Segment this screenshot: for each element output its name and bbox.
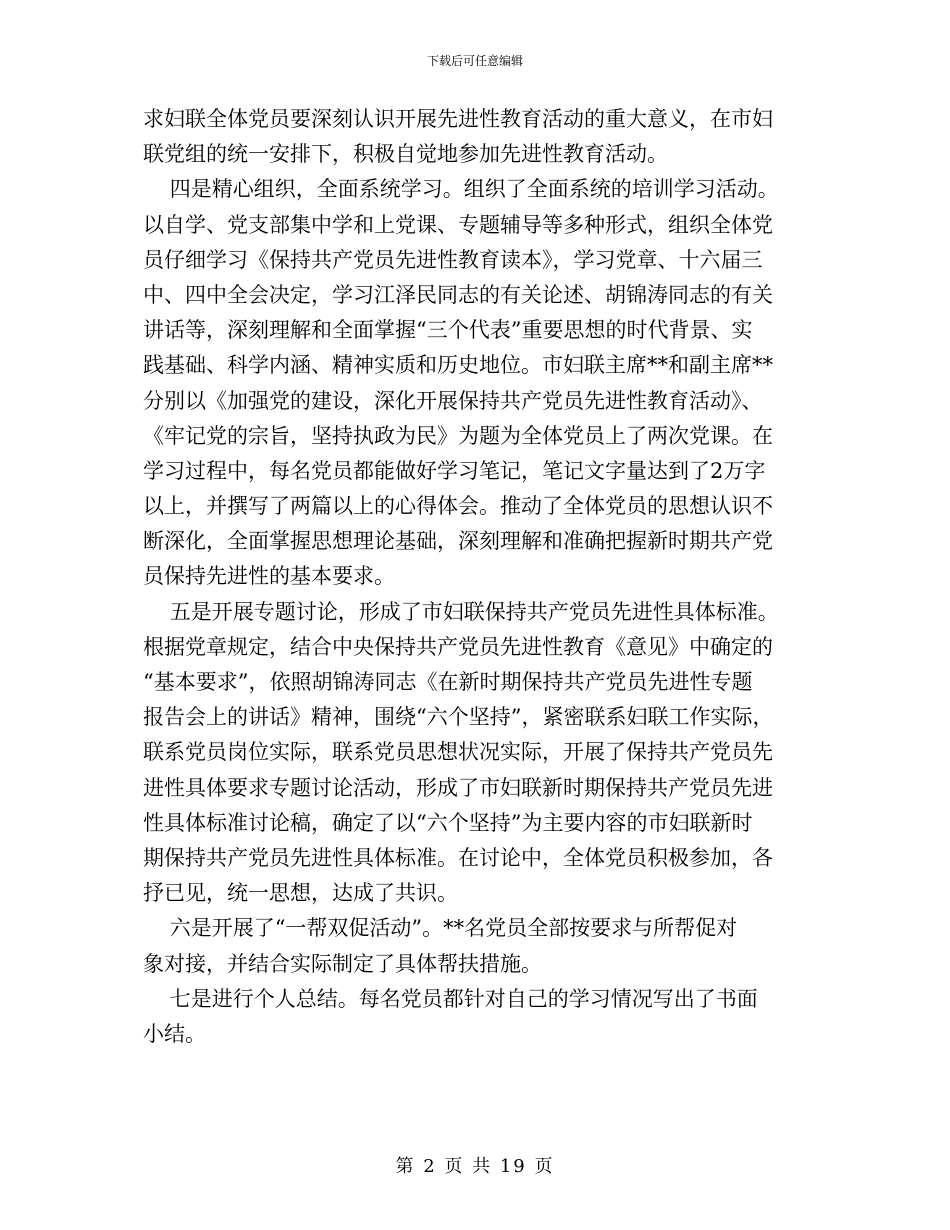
document-body: [143, 102, 811, 1052]
body-line: 求妇联全体党员要深刻认识开展先进性教育活动的重大意义，在市妇: [143, 107, 773, 131]
body-line: 性具体标准讨论稿，确定了以“六个坚持”为主要内容的市妇联新时: [143, 810, 753, 835]
body-line: 根据党章规定，结合中央保持共产党员先进性教育《意见》中确定的: [143, 634, 773, 659]
body-line: 联系党员岗位实际，联系党员思想状况实际，开展了保持共产党员先: [143, 740, 773, 765]
body-line: 断深化，全面掌握思想理论基础，深刻理解和准确把握新时期共产党: [143, 529, 773, 554]
body-line: 小结。: [143, 1021, 206, 1046]
body-line: 四是精心组织，全面系统学习。组织了全面系统的培训学习活动。: [143, 177, 779, 202]
body-line: 中、四中全会决定，学习江泽民同志的有关论述、胡锦涛同志的有关: [143, 282, 773, 307]
body-line: 联党组的统一安排下，积极自觉地参加先进性教育活动。: [143, 142, 668, 167]
body-line: 讲话等，深刻理解和全面掌握“三个代表”重要思想的时代背景、实: [143, 318, 753, 343]
body-line: 进性具体要求专题讨论活动，形成了市妇联新时期保持共产党员先进: [143, 775, 773, 800]
body-line: 员保持先进性的基本要求。: [143, 564, 395, 589]
body-line: 期保持共产党员先进性具体标准。在讨论中，全体党员积极参加，各: [143, 845, 773, 870]
body-line: 抒已见，统一思想，达成了共识。: [143, 881, 458, 906]
body-line: 六是开展了“一帮双促活动”。**名党员全部按要求与所帮促对: [143, 916, 738, 941]
body-line: 五是开展专题讨论，形成了市妇联保持共产党员先进性具体标准。: [143, 599, 779, 624]
body-line: “基本要求”，依照胡锦涛同志《在新时期保持共产党员先进性专题: [143, 670, 753, 694]
body-line: 七是进行个人总结。每名党员都针对自己的学习情况写出了书面: [143, 986, 758, 1011]
body-line: 《牢记党的宗旨，坚持执政为民》为题为全体党员上了两次党课。在: [143, 423, 773, 448]
body-line: 象对接，并结合实际制定了具体帮扶措施。: [143, 951, 542, 976]
body-line: 以自学、党支部集中学和上党课、专题辅导等多种形式，组织全体党: [143, 212, 773, 237]
page-footer: 第 2 页 共 19 页: [395, 1156, 555, 1177]
body-line: 报告会上的讲话》精神，围绕“六个坚持”，紧密联系妇联工作实际，: [143, 705, 774, 730]
body-line: 学习过程中，每名党员都能做好学习笔记，笔记文字量达到了2万字: [143, 458, 766, 483]
body-line: 践基础、科学内涵、精神实质和历史地位。市妇联主席**和副主席**: [143, 353, 773, 378]
body-line: 以上，并撰写了两篇以上的心得体会。推动了全体党员的思想认识不: [143, 494, 773, 519]
body-line: 员仔细学习《保持共产党员先进性教育读本》，学习党章、十六届三: [143, 247, 763, 272]
page-header: 下载后可任意编辑: [426, 54, 523, 68]
body-line: 分别以《加强党的建设，深化开展保持共产党员先进性教育活动》、: [143, 388, 763, 413]
